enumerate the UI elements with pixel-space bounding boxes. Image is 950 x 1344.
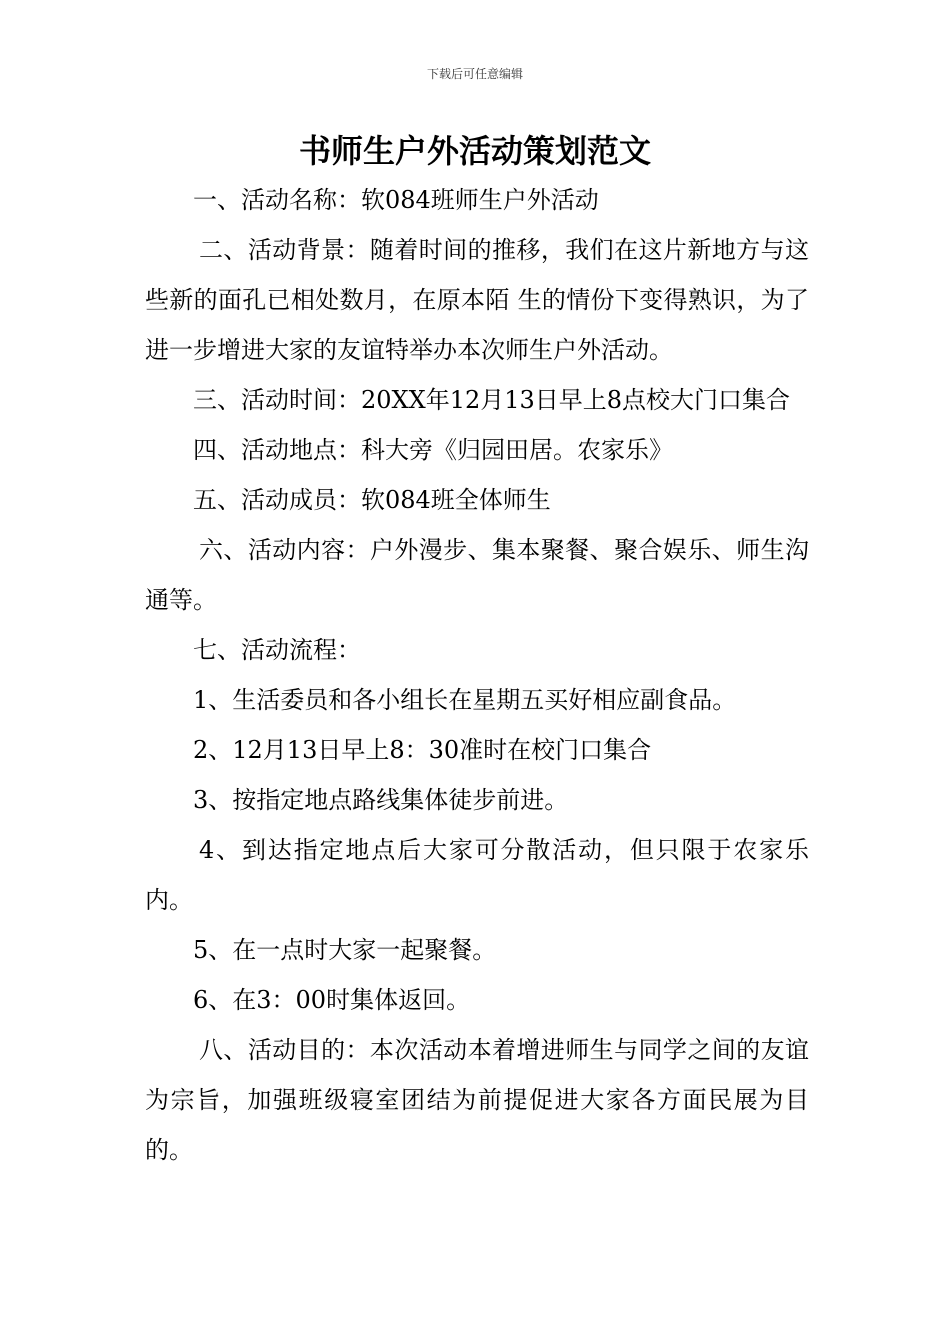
process-step-2: 2、12月13日早上8：30准时在校门口集合 [193, 736, 652, 764]
process-step-6: 6、在3：00时集体返回。 [193, 986, 471, 1014]
process-step-4: 4、到达指定地点后大家可分散活动，但只限于农家乐内。 [145, 836, 809, 914]
process-step-5: 5、在一点时大家一起聚餐。 [193, 936, 497, 964]
paragraph-activity-background: 二、活动背景：随着时间的推移，我们在这片新地方与这些新的面孔已相处数月，在原本陌 生的情份下变得熟识，为了进一步增进大家的友谊特举办本次师生户外活动。 [145, 236, 809, 364]
paragraph-activity-name: 一、活动名称：软084班师生户外活动 [193, 186, 599, 214]
document-title: 书师生户外活动策划范文 [298, 132, 651, 170]
paragraph-activity-members: 五、活动成员：软084班全体师生 [193, 486, 551, 514]
paragraph-activity-content: 六、活动内容：户外漫步、集本聚餐、聚合娱乐、师生沟通等。 [145, 536, 809, 614]
process-step-1: 1、生活委员和各小组长在星期五买好相应副食品。 [193, 686, 737, 714]
page-header-note: 下载后可任意编辑 [426, 67, 523, 81]
document-body [145, 175, 809, 1175]
process-step-3: 3、按指定地点路线集体徒步前进。 [193, 786, 569, 814]
paragraph-activity-time: 三、活动时间：20XX年12月13日早上8点校大门口集合 [193, 386, 791, 414]
paragraph-activity-purpose: 八、活动目的：本次活动本着增进师生与同学之间的友谊为宗旨，加强班级寝室团结为前提促进大家各方面民展为目的。 [145, 1036, 809, 1164]
paragraph-activity-location: 四、活动地点：科大旁《归园田居。农家乐》 [193, 436, 673, 464]
paragraph-activity-process: 七、活动流程： [193, 636, 361, 664]
